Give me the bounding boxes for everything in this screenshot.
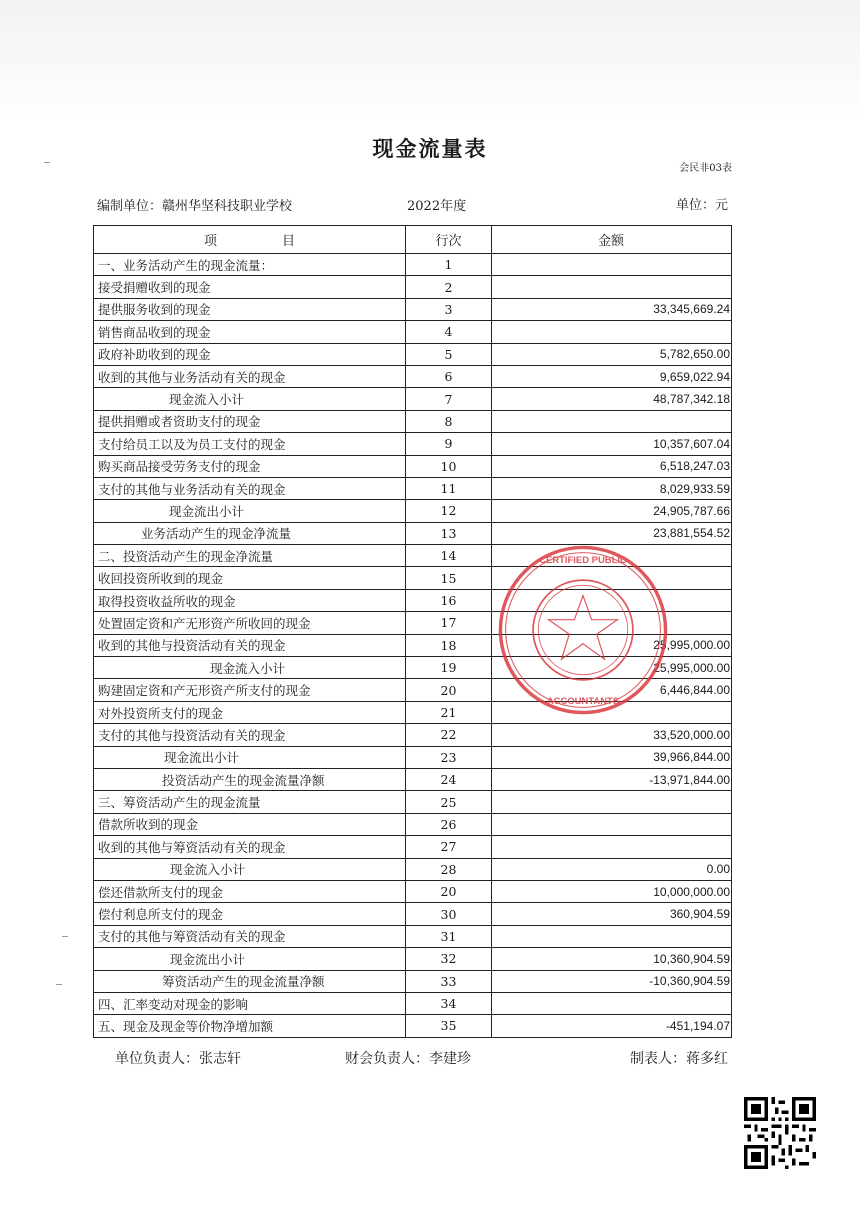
scan-speck xyxy=(62,936,68,937)
svg-text:CERTIFIED PUBLIC: CERTIFIED PUBLIC xyxy=(539,554,627,566)
row-amount: 25,995,000.00 xyxy=(492,634,732,656)
row-line-number: 34 xyxy=(406,992,492,1014)
scan-speck xyxy=(56,984,62,985)
row-line-number: 18 xyxy=(406,634,492,656)
table-row xyxy=(94,836,732,858)
table-row xyxy=(94,500,732,522)
row-item: 业务活动产生的现金净流量 xyxy=(94,522,406,544)
row-amount: 10,357,607.04 xyxy=(492,433,732,455)
table-row xyxy=(94,724,732,746)
row-line-number: 14 xyxy=(406,545,492,567)
row-line-number: 26 xyxy=(406,813,492,835)
table-row xyxy=(94,321,732,343)
row-item: 政府补助收到的现金 xyxy=(94,343,406,365)
qr-code xyxy=(744,1097,816,1169)
row-amount: 24,905,787.66 xyxy=(492,500,732,522)
row-item: 现金流出小计 xyxy=(94,746,406,768)
row-item: 支付的其他与筹资活动有关的现金 xyxy=(94,925,406,947)
table-row xyxy=(94,903,732,925)
column-header-amount: 金额 xyxy=(492,226,732,254)
row-amount: 360,904.59 xyxy=(492,903,732,925)
row-amount: 0.00 xyxy=(492,858,732,880)
form-code: 会民非03表 xyxy=(679,163,732,174)
row-line-number: 9 xyxy=(406,433,492,455)
table-row xyxy=(94,343,732,365)
table-row xyxy=(94,254,732,276)
row-item: 销售商品收到的现金 xyxy=(94,321,406,343)
row-item: 一、业务活动产生的现金流量： xyxy=(94,254,406,276)
row-amount: 39,966,844.00 xyxy=(492,746,732,768)
row-item: 接受捐赠收到的现金 xyxy=(94,276,406,298)
table-row xyxy=(94,522,732,544)
row-amount: 33,345,669.24 xyxy=(492,298,732,320)
row-amount xyxy=(492,992,732,1014)
row-amount: 5,782,650.00 xyxy=(492,343,732,365)
table-row xyxy=(94,768,732,790)
row-item: 现金流入小计 xyxy=(94,388,406,410)
row-item: 收到的其他与筹资活动有关的现金 xyxy=(94,836,406,858)
row-amount: 8,029,933.59 xyxy=(492,477,732,499)
row-item: 现金流入小计 xyxy=(94,858,406,880)
table-row xyxy=(94,410,732,432)
row-line-number: 25 xyxy=(406,791,492,813)
row-line-number: 6 xyxy=(406,365,492,387)
table-row xyxy=(94,791,732,813)
row-item: 提供服务收到的现金 xyxy=(94,298,406,320)
signature-unit-head: 单位负责人：张志轩 xyxy=(115,1051,241,1067)
row-item: 现金流入小计 xyxy=(94,657,406,679)
row-amount xyxy=(492,321,732,343)
row-line-number: 4 xyxy=(406,321,492,343)
row-line-number: 16 xyxy=(406,589,492,611)
row-line-number: 2 xyxy=(406,276,492,298)
row-amount xyxy=(492,410,732,432)
svg-text:ACCOUNTANTS: ACCOUNTANTS xyxy=(546,695,620,707)
row-line-number: 33 xyxy=(406,970,492,992)
row-amount: -13,971,844.00 xyxy=(492,768,732,790)
signature-preparer: 制表人：蒋多红 xyxy=(630,1051,728,1067)
row-item: 现金流出小计 xyxy=(94,500,406,522)
row-line-number: 8 xyxy=(406,410,492,432)
row-item: 三、筹资活动产生的现金流量 xyxy=(94,791,406,813)
row-amount: 10,000,000.00 xyxy=(492,880,732,902)
row-line-number: 21 xyxy=(406,701,492,723)
table-row xyxy=(94,388,732,410)
row-item: 四、汇率变动对现金的影响 xyxy=(94,992,406,1014)
row-item: 购买商品接受劳务支付的现金 xyxy=(94,455,406,477)
row-item: 取得投资收益所收的现金 xyxy=(94,589,406,611)
row-item: 处置固定资和产无形资产所收回的现金 xyxy=(94,612,406,634)
row-line-number: 23 xyxy=(406,746,492,768)
preparing-unit: 编制单位：赣州华坚科技职业学校 xyxy=(97,199,293,214)
table-row xyxy=(94,276,732,298)
row-line-number: 31 xyxy=(406,925,492,947)
row-item: 收回投资所收到的现金 xyxy=(94,567,406,589)
row-amount xyxy=(492,276,732,298)
table-header-row xyxy=(94,226,732,254)
row-line-number: 28 xyxy=(406,858,492,880)
row-line-number: 22 xyxy=(406,724,492,746)
row-line-number: 20 xyxy=(406,880,492,902)
table-row xyxy=(94,455,732,477)
row-item: 收到的其他与业务活动有关的现金 xyxy=(94,365,406,387)
row-amount: 6,518,247.03 xyxy=(492,455,732,477)
row-item: 购建固定资和产无形资产所支付的现金 xyxy=(94,679,406,701)
table-row xyxy=(94,948,732,970)
table-row xyxy=(94,433,732,455)
row-item: 提供捐赠或者资助支付的现金 xyxy=(94,410,406,432)
scan-shadow xyxy=(0,0,860,125)
row-item: 借款所收到的现金 xyxy=(94,813,406,835)
row-item: 二、投资活动产生的现金净流量 xyxy=(94,545,406,567)
table-row xyxy=(94,813,732,835)
row-line-number: 1 xyxy=(406,254,492,276)
table-row xyxy=(94,477,732,499)
row-line-number: 27 xyxy=(406,836,492,858)
table-row xyxy=(94,970,732,992)
row-item: 对外投资所支付的现金 xyxy=(94,701,406,723)
table-row xyxy=(94,365,732,387)
signature-finance-head: 财会负责人：李建珍 xyxy=(345,1051,471,1067)
column-header-item: 项 目 xyxy=(94,226,406,254)
row-item: 筹资活动产生的现金流量净额 xyxy=(94,970,406,992)
column-header-line: 行次 xyxy=(406,226,492,254)
row-amount xyxy=(492,925,732,947)
row-amount xyxy=(492,836,732,858)
row-item: 支付给员工以及为员工支付的现金 xyxy=(94,433,406,455)
table-row xyxy=(94,992,732,1014)
row-amount: 33,520,000.00 xyxy=(492,724,732,746)
row-line-number: 3 xyxy=(406,298,492,320)
row-item: 支付的其他与业务活动有关的现金 xyxy=(94,477,406,499)
row-amount xyxy=(492,813,732,835)
row-amount: 9,659,022.94 xyxy=(492,365,732,387)
row-line-number: 32 xyxy=(406,948,492,970)
row-amount: 23,881,554.52 xyxy=(492,522,732,544)
row-line-number: 11 xyxy=(406,477,492,499)
row-line-number: 13 xyxy=(406,522,492,544)
table-row xyxy=(94,1015,732,1037)
row-line-number: 19 xyxy=(406,657,492,679)
row-amount: -451,194.07 xyxy=(492,1015,732,1037)
page-title: 现金流量表 xyxy=(372,136,488,161)
row-amount xyxy=(492,791,732,813)
row-amount: 6,446,844.00 xyxy=(492,679,732,701)
row-amount: 25,995,000.00 xyxy=(492,657,732,679)
row-amount: 48,787,342.18 xyxy=(492,388,732,410)
row-line-number: 12 xyxy=(406,500,492,522)
row-item: 现金流出小计 xyxy=(94,948,406,970)
row-item: 五、现金及现金等价物净增加额 xyxy=(94,1015,406,1037)
row-line-number: 24 xyxy=(406,768,492,790)
table-row xyxy=(94,746,732,768)
row-item: 支付的其他与投资活动有关的现金 xyxy=(94,724,406,746)
fiscal-year: 2022年度 xyxy=(407,199,467,214)
table-row xyxy=(94,858,732,880)
row-line-number: 10 xyxy=(406,455,492,477)
currency-unit: 单位：元 xyxy=(675,198,728,213)
row-line-number: 20 xyxy=(406,679,492,701)
row-item: 投资活动产生的现金流量净额 xyxy=(94,768,406,790)
row-line-number: 30 xyxy=(406,903,492,925)
row-line-number: 7 xyxy=(406,388,492,410)
row-item: 收到的其他与投资活动有关的现金 xyxy=(94,634,406,656)
row-amount: 10,360,904.59 xyxy=(492,948,732,970)
company-seal xyxy=(497,544,669,716)
row-item: 偿还借款所支付的现金 xyxy=(94,880,406,902)
row-line-number: 15 xyxy=(406,567,492,589)
row-line-number: 35 xyxy=(406,1015,492,1037)
row-amount: -10,360,904.59 xyxy=(492,970,732,992)
table-row xyxy=(94,925,732,947)
row-item: 偿付利息所支付的现金 xyxy=(94,903,406,925)
table-row xyxy=(94,298,732,320)
row-line-number: 5 xyxy=(406,343,492,365)
table-row xyxy=(94,880,732,902)
row-amount xyxy=(492,254,732,276)
row-line-number: 17 xyxy=(406,612,492,634)
